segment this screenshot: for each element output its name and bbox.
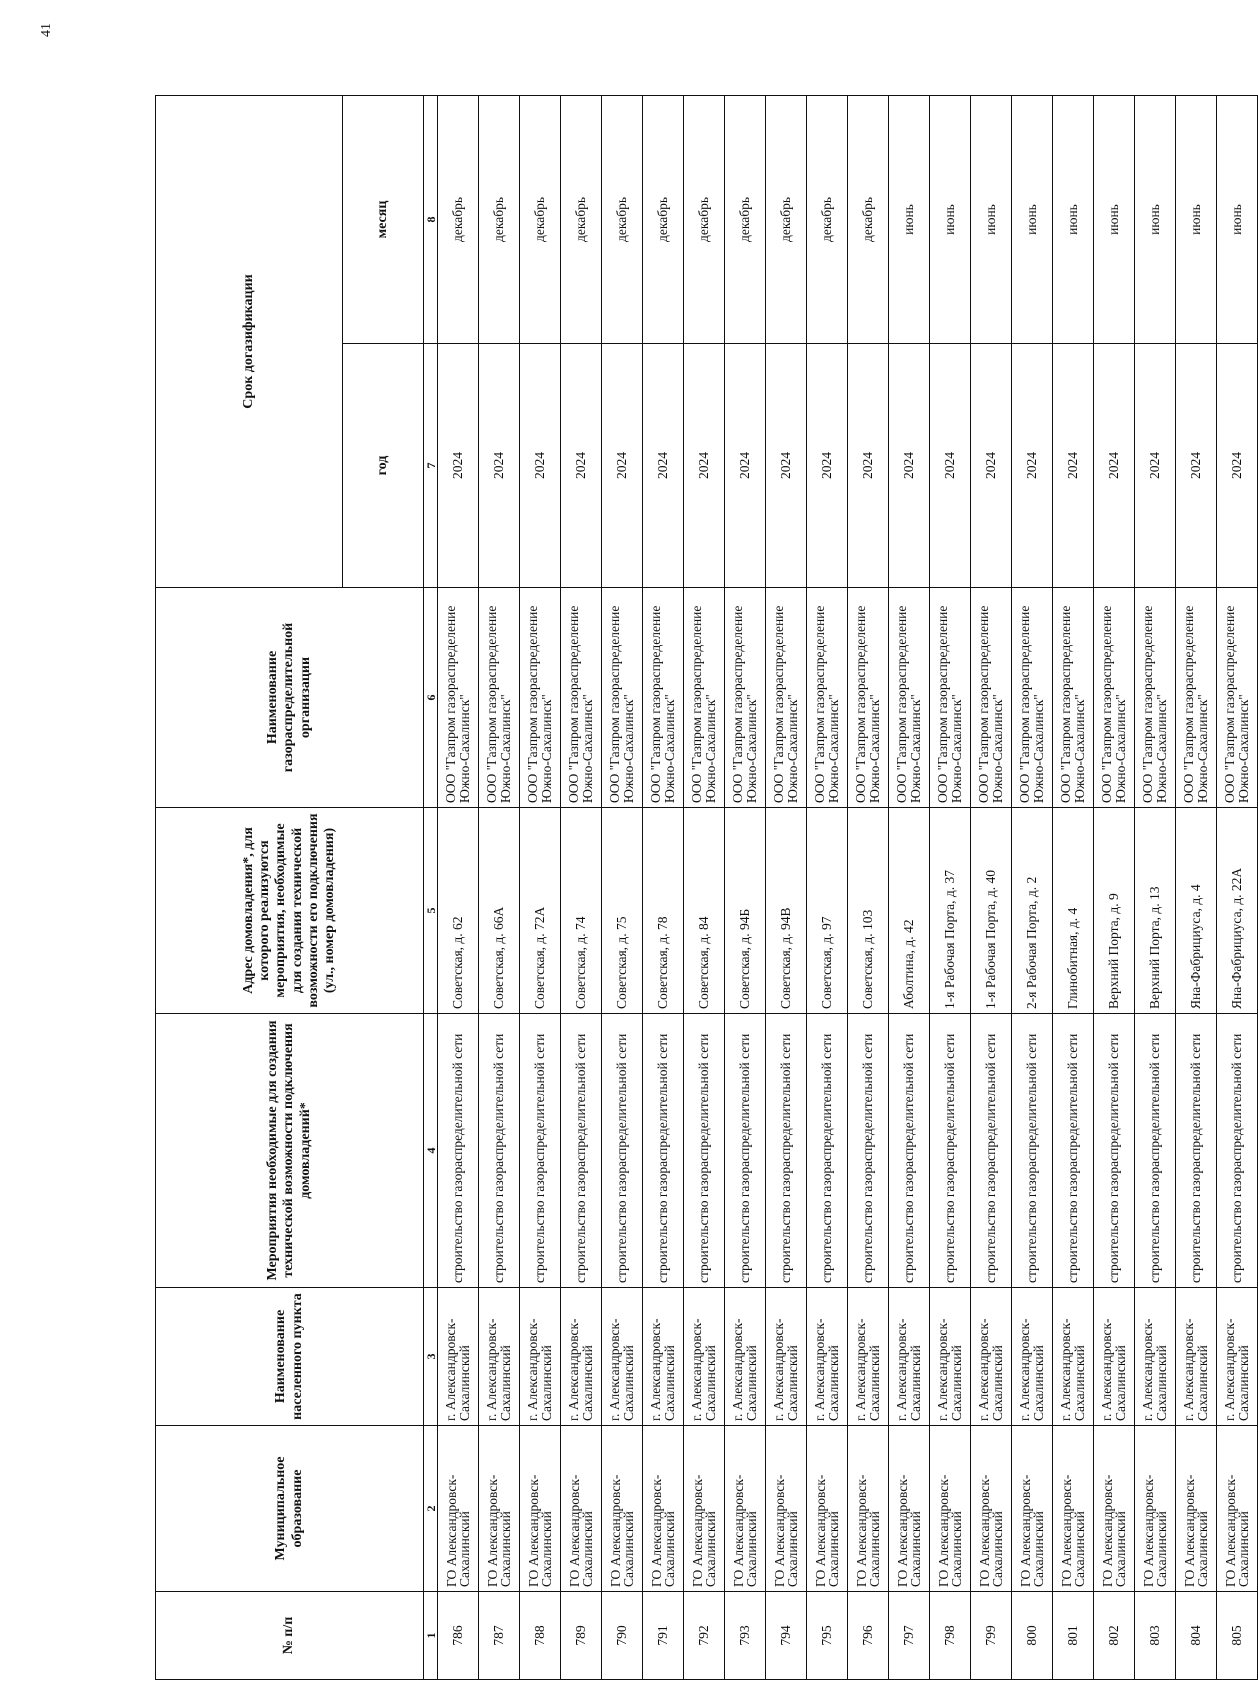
cell-year: 2024 [1217,344,1258,588]
cell-month: декабрь [766,96,807,344]
table-row [438,96,479,1680]
cell-num: 798 [930,1592,971,1680]
cell-measures: строительство газораспределительной сети [930,1014,971,1288]
header-row [156,96,343,1680]
cell-locality: г. Александровск-Сахалинский [479,1288,520,1426]
cell-locality: г. Александровск-Сахалинский [1012,1288,1053,1426]
cell-num: 786 [438,1592,479,1680]
cell-organization: ООО "Газпром газораспределение Южно-Сахалинск" [1135,588,1176,808]
cell-municipality: ГО Александровск-Сахалинский [643,1426,684,1592]
table-row [1053,96,1094,1680]
cell-address: Советская, д. 78 [643,808,684,1014]
column-number: 5 [424,808,438,1014]
table-row [848,96,889,1680]
cell-locality: г. Александровск-Сахалинский [807,1288,848,1426]
cell-measures: строительство газораспределительной сети [1012,1014,1053,1288]
cell-locality: г. Александровск-Сахалинский [1135,1288,1176,1426]
cell-measures: строительство газораспределительной сети [889,1014,930,1288]
cell-municipality: ГО Александровск-Сахалинский [766,1426,807,1592]
cell-month: июнь [1094,96,1135,344]
cell-municipality: ГО Александровск-Сахалинский [561,1426,602,1592]
cell-num: 792 [684,1592,725,1680]
header-year: год [343,344,424,588]
cell-municipality: ГО Александровск-Сахалинский [1053,1426,1094,1592]
cell-measures: строительство газораспределительной сети [1135,1014,1176,1288]
header-num: № п/п [156,1592,424,1680]
cell-measures: строительство газораспределительной сети [684,1014,725,1288]
cell-num: 799 [971,1592,1012,1680]
cell-organization: ООО "Газпром газораспределение Южно-Сахалинск" [1217,588,1258,808]
cell-organization: ООО "Газпром газораспределение Южно-Сахалинск" [930,588,971,808]
cell-address: Советская, д. 94Б [725,808,766,1014]
cell-year: 2024 [1135,344,1176,588]
cell-month: декабрь [725,96,766,344]
table-row [889,96,930,1680]
cell-measures: строительство газораспределительной сети [766,1014,807,1288]
gasification-table [155,95,1258,1680]
cell-address: Верхний Порта, д. 9 [1094,808,1135,1014]
cell-measures: строительство газораспределительной сети [479,1014,520,1288]
column-number: 2 [424,1426,438,1592]
cell-month: декабрь [561,96,602,344]
cell-locality: г. Александровск-Сахалинский [1176,1288,1217,1426]
header-organization: Наименование газораспределительной организации [156,588,424,808]
table-row [1094,96,1135,1680]
cell-municipality: ГО Александровск-Сахалинский [1176,1426,1217,1592]
page-number: 41 [39,23,54,37]
cell-month: июнь [1176,96,1217,344]
cell-measures: строительство газораспределительной сети [602,1014,643,1288]
cell-address: Аболтина, д. 42 [889,808,930,1014]
cell-municipality: ГО Александровск-Сахалинский [520,1426,561,1592]
header-locality: Наименование населенного пункта [156,1288,424,1426]
cell-municipality: ГО Александровск-Сахалинский [725,1426,766,1592]
column-number: 8 [424,96,438,344]
cell-locality: г. Александровск-Сахалинский [1094,1288,1135,1426]
cell-locality: г. Александровск-Сахалинский [725,1288,766,1426]
cell-locality: г. Александровск-Сахалинский [684,1288,725,1426]
cell-year: 2024 [643,344,684,588]
cell-organization: ООО "Газпром газораспределение Южно-Сахалинск" [848,588,889,808]
cell-month: декабрь [520,96,561,344]
table-row [1012,96,1053,1680]
cell-organization: ООО "Газпром газораспределение Южно-Сахалинск" [520,588,561,808]
table-row [971,96,1012,1680]
cell-year: 2024 [848,344,889,588]
table-body [438,96,1258,1680]
cell-municipality: ГО Александровск-Сахалинский [1217,1426,1258,1592]
cell-year: 2024 [684,344,725,588]
cell-num: 800 [1012,1592,1053,1680]
cell-municipality: ГО Александровск-Сахалинский [930,1426,971,1592]
cell-month: июнь [971,96,1012,344]
cell-num: 793 [725,1592,766,1680]
cell-address: Верхний Порта, д. 13 [1135,808,1176,1014]
cell-organization: ООО "Газпром газораспределение Южно-Сахалинск" [889,588,930,808]
table-row [602,96,643,1680]
cell-organization: ООО "Газпром газораспределение Южно-Сахалинск" [643,588,684,808]
cell-month: июнь [889,96,930,344]
cell-month: июнь [1053,96,1094,344]
cell-year: 2024 [479,344,520,588]
cell-organization: ООО "Газпром газораспределение Южно-Сахалинск" [602,588,643,808]
cell-year: 2024 [1012,344,1053,588]
cell-municipality: ГО Александровск-Сахалинский [1094,1426,1135,1592]
cell-month: июнь [1135,96,1176,344]
cell-municipality: ГО Александровск-Сахалинский [1012,1426,1053,1592]
column-number: 1 [424,1592,438,1680]
cell-year: 2024 [438,344,479,588]
cell-address: Яна-Фабрициуса, д. 22А [1217,808,1258,1014]
cell-year: 2024 [766,344,807,588]
rotated-table-container [155,96,1251,1680]
cell-municipality: ГО Александровск-Сахалинский [971,1426,1012,1592]
cell-locality: г. Александровск-Сахалинский [889,1288,930,1426]
cell-locality: г. Александровск-Сахалинский [520,1288,561,1426]
cell-measures: строительство газораспределительной сети [520,1014,561,1288]
table-row [1135,96,1176,1680]
cell-num: 802 [1094,1592,1135,1680]
table-row [479,96,520,1680]
cell-measures: строительство газораспределительной сети [1176,1014,1217,1288]
cell-num: 803 [1135,1592,1176,1680]
cell-year: 2024 [971,344,1012,588]
cell-num: 788 [520,1592,561,1680]
cell-address: Советская, д. 103 [848,808,889,1014]
cell-month: декабрь [602,96,643,344]
cell-measures: строительство газораспределительной сети [561,1014,602,1288]
cell-municipality: ГО Александровск-Сахалинский [848,1426,889,1592]
cell-organization: ООО "Газпром газораспределение Южно-Сахалинск" [1176,588,1217,808]
cell-address: Советская, д. 94В [766,808,807,1014]
cell-month: декабрь [438,96,479,344]
cell-year: 2024 [725,344,766,588]
cell-municipality: ГО Александровск-Сахалинский [807,1426,848,1592]
header-measures: Мероприятия необходимые для создания технической возможности подключения домовладений* [156,1014,424,1288]
cell-measures: строительство газораспределительной сети [725,1014,766,1288]
cell-organization: ООО "Газпром газораспределение Южно-Сахалинск" [561,588,602,808]
header-address: Адрес домовладения*, для которого реализуются мероприятия, необходимые для создания технической возможности его подключения (ул., номер домовладения) [156,808,424,1014]
cell-organization: ООО "Газпром газораспределение Южно-Сахалинск" [1053,588,1094,808]
table-row [561,96,602,1680]
cell-num: 805 [1217,1592,1258,1680]
cell-year: 2024 [602,344,643,588]
cell-organization: ООО "Газпром газораспределение Южно-Сахалинск" [766,588,807,808]
cell-num: 791 [643,1592,684,1680]
cell-month: июнь [1217,96,1258,344]
cell-measures: строительство газораспределительной сети [807,1014,848,1288]
cell-measures: строительство газораспределительной сети [643,1014,684,1288]
table-row [520,96,561,1680]
column-number-row [424,96,438,1680]
cell-address: 1-я Рабочая Порта, д. 40 [971,808,1012,1014]
header-month: месяц [343,96,424,344]
cell-locality: г. Александровск-Сахалинский [766,1288,807,1426]
cell-locality: г. Александровск-Сахалинский [602,1288,643,1426]
cell-address: Советская, д. 74 [561,808,602,1014]
cell-municipality: ГО Александровск-Сахалинский [684,1426,725,1592]
cell-address: Советская, д. 97 [807,808,848,1014]
cell-measures: строительство газораспределительной сети [971,1014,1012,1288]
cell-address: 2-я Рабочая Порта, д. 2 [1012,808,1053,1014]
cell-month: июнь [1012,96,1053,344]
cell-organization: ООО "Газпром газораспределение Южно-Сахалинск" [479,588,520,808]
cell-measures: строительство газораспределительной сети [1094,1014,1135,1288]
cell-month: декабрь [643,96,684,344]
cell-locality: г. Александровск-Сахалинский [930,1288,971,1426]
table-row [725,96,766,1680]
cell-num: 797 [889,1592,930,1680]
cell-locality: г. Александровск-Сахалинский [561,1288,602,1426]
table-row [930,96,971,1680]
document-page [155,96,1251,1680]
cell-address: 1-я Рабочая Порта, д. 37 [930,808,971,1014]
cell-organization: ООО "Газпром газораспределение Южно-Сахалинск" [438,588,479,808]
cell-year: 2024 [889,344,930,588]
cell-address: Советская, д. 66А [479,808,520,1014]
cell-num: 787 [479,1592,520,1680]
cell-locality: г. Александровск-Сахалинский [848,1288,889,1426]
cell-month: декабрь [479,96,520,344]
cell-address: Советская, д. 84 [684,808,725,1014]
cell-locality: г. Александровск-Сахалинский [1053,1288,1094,1426]
cell-num: 804 [1176,1592,1217,1680]
cell-address: Яна-Фабрициуса, д. 4 [1176,808,1217,1014]
cell-organization: ООО "Газпром газораспределение Южно-Сахалинск" [807,588,848,808]
cell-year: 2024 [807,344,848,588]
cell-year: 2024 [1094,344,1135,588]
cell-organization: ООО "Газпром газораспределение Южно-Сахалинск" [684,588,725,808]
cell-month: декабрь [684,96,725,344]
cell-locality: г. Александровск-Сахалинский [971,1288,1012,1426]
cell-organization: ООО "Газпром газораспределение Южно-Сахалинск" [1094,588,1135,808]
table-row [643,96,684,1680]
cell-year: 2024 [1053,344,1094,588]
table-row [1176,96,1217,1680]
cell-measures: строительство газораспределительной сети [848,1014,889,1288]
column-number: 6 [424,588,438,808]
cell-num: 790 [602,1592,643,1680]
cell-year: 2024 [561,344,602,588]
cell-num: 789 [561,1592,602,1680]
column-number: 4 [424,1014,438,1288]
cell-locality: г. Александровск-Сахалинский [643,1288,684,1426]
cell-locality: г. Александровск-Сахалинский [1217,1288,1258,1426]
cell-address: Советская, д. 72А [520,808,561,1014]
cell-municipality: ГО Александровск-Сахалинский [602,1426,643,1592]
cell-month: июнь [930,96,971,344]
cell-year: 2024 [930,344,971,588]
cell-municipality: ГО Александровск-Сахалинский [1135,1426,1176,1592]
cell-organization: ООО "Газпром газораспределение Южно-Сахалинск" [1012,588,1053,808]
cell-measures: строительство газораспределительной сети [1053,1014,1094,1288]
cell-num: 794 [766,1592,807,1680]
cell-address: Советская, д. 75 [602,808,643,1014]
table-row [807,96,848,1680]
table-row [684,96,725,1680]
cell-month: декабрь [848,96,889,344]
header-municipality: Муниципальное образование [156,1426,424,1592]
cell-municipality: ГО Александровск-Сахалинский [889,1426,930,1592]
cell-measures: строительство газораспределительной сети [438,1014,479,1288]
cell-month: декабрь [807,96,848,344]
cell-municipality: ГО Александровск-Сахалинский [479,1426,520,1592]
cell-organization: ООО "Газпром газораспределение Южно-Сахалинск" [725,588,766,808]
table-row [1217,96,1258,1680]
cell-locality: г. Александровск-Сахалинский [438,1288,479,1426]
cell-address: Советская, д. 62 [438,808,479,1014]
cell-num: 796 [848,1592,889,1680]
cell-year: 2024 [520,344,561,588]
cell-address: Глинобитная, д. 4 [1053,808,1094,1014]
cell-num: 801 [1053,1592,1094,1680]
cell-num: 795 [807,1592,848,1680]
column-number: 7 [424,344,438,588]
cell-municipality: ГО Александровск-Сахалинский [438,1426,479,1592]
header-deadline: Срок догазификации [156,96,343,588]
cell-organization: ООО "Газпром газораспределение Южно-Сахалинск" [971,588,1012,808]
column-number: 3 [424,1288,438,1426]
cell-measures: строительство газораспределительной сети [1217,1014,1258,1288]
cell-year: 2024 [1176,344,1217,588]
table-row [766,96,807,1680]
